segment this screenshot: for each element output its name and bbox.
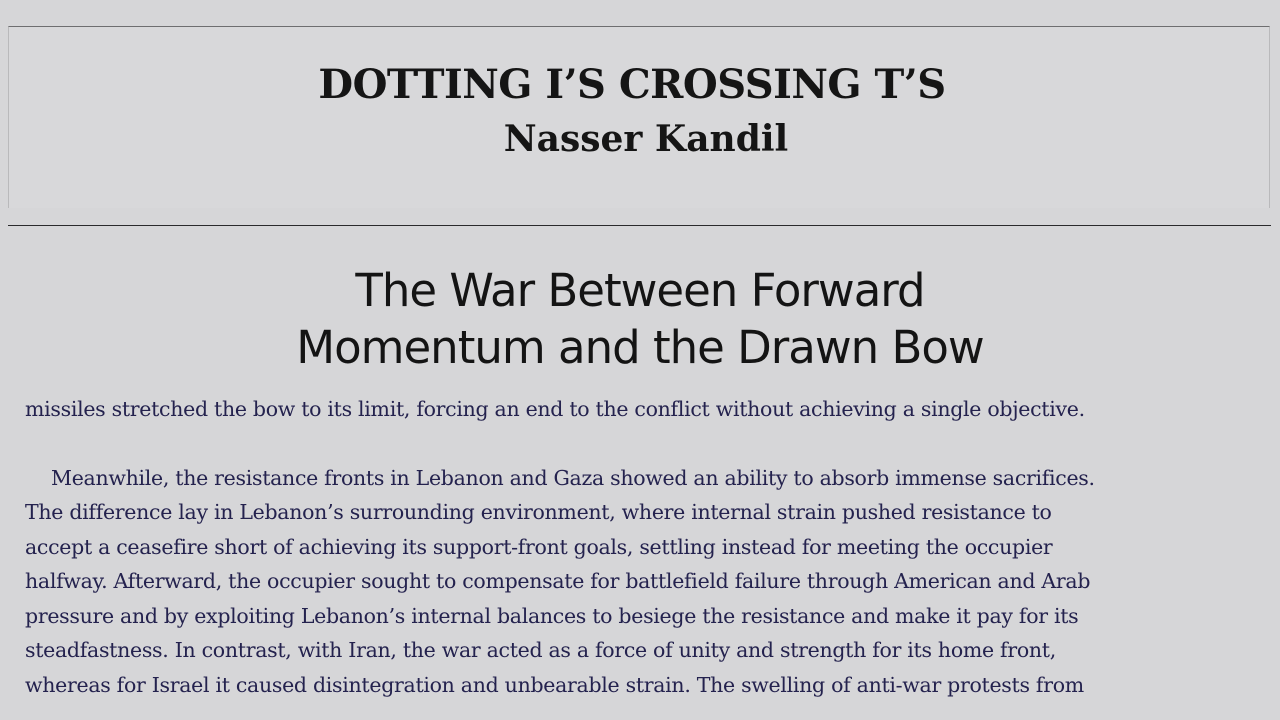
text-line: missiles stretched the bow to its limit, forcing an end to the conflict without achieving a single objective. (25, 397, 1085, 421)
paragraph-break (25, 427, 1265, 461)
paragraph-1 (25, 392, 1265, 427)
text-line: whereas for Israel it caused disintegration and unbearable strain. The swelling of anti-war protests from (25, 672, 1084, 697)
paragraph-2 (25, 461, 1265, 703)
text-line: The difference lay in Lebanon’s surrounding environment, where internal strain pushed resistance to (25, 500, 1052, 524)
column-header-box (8, 26, 1270, 208)
headline-line-1: The War Between Forward (355, 264, 925, 317)
author-name: Nasser Kandil (503, 118, 789, 160)
text-line: steadfastness. In contrast, with Iran, the war acted as a force of unity and strength for its home front, (25, 638, 1056, 662)
text-line: accept a ceasefire short of achieving its support-front goals, settling instead for meeting the occupier (25, 534, 1053, 559)
article-body (25, 392, 1265, 702)
text-line: halfway. Afterward, the occupier sought to compensate for battlefield failure through American and Arab (25, 569, 1091, 593)
text-line: pressure and by exploiting Lebanon’s internal balances to besiege the resistance and make it pay for its (25, 603, 1079, 628)
article-headline (0, 262, 1280, 376)
text-line: Meanwhile, the resistance fronts in Lebanon and Gaza showed an ability to absorb immense sacrifices. (51, 465, 1095, 490)
header-divider (8, 225, 1271, 226)
headline-line-2: Momentum and the Drawn Bow (296, 321, 984, 374)
column-title: DOTTING I’S CROSSING T’S (318, 61, 946, 108)
